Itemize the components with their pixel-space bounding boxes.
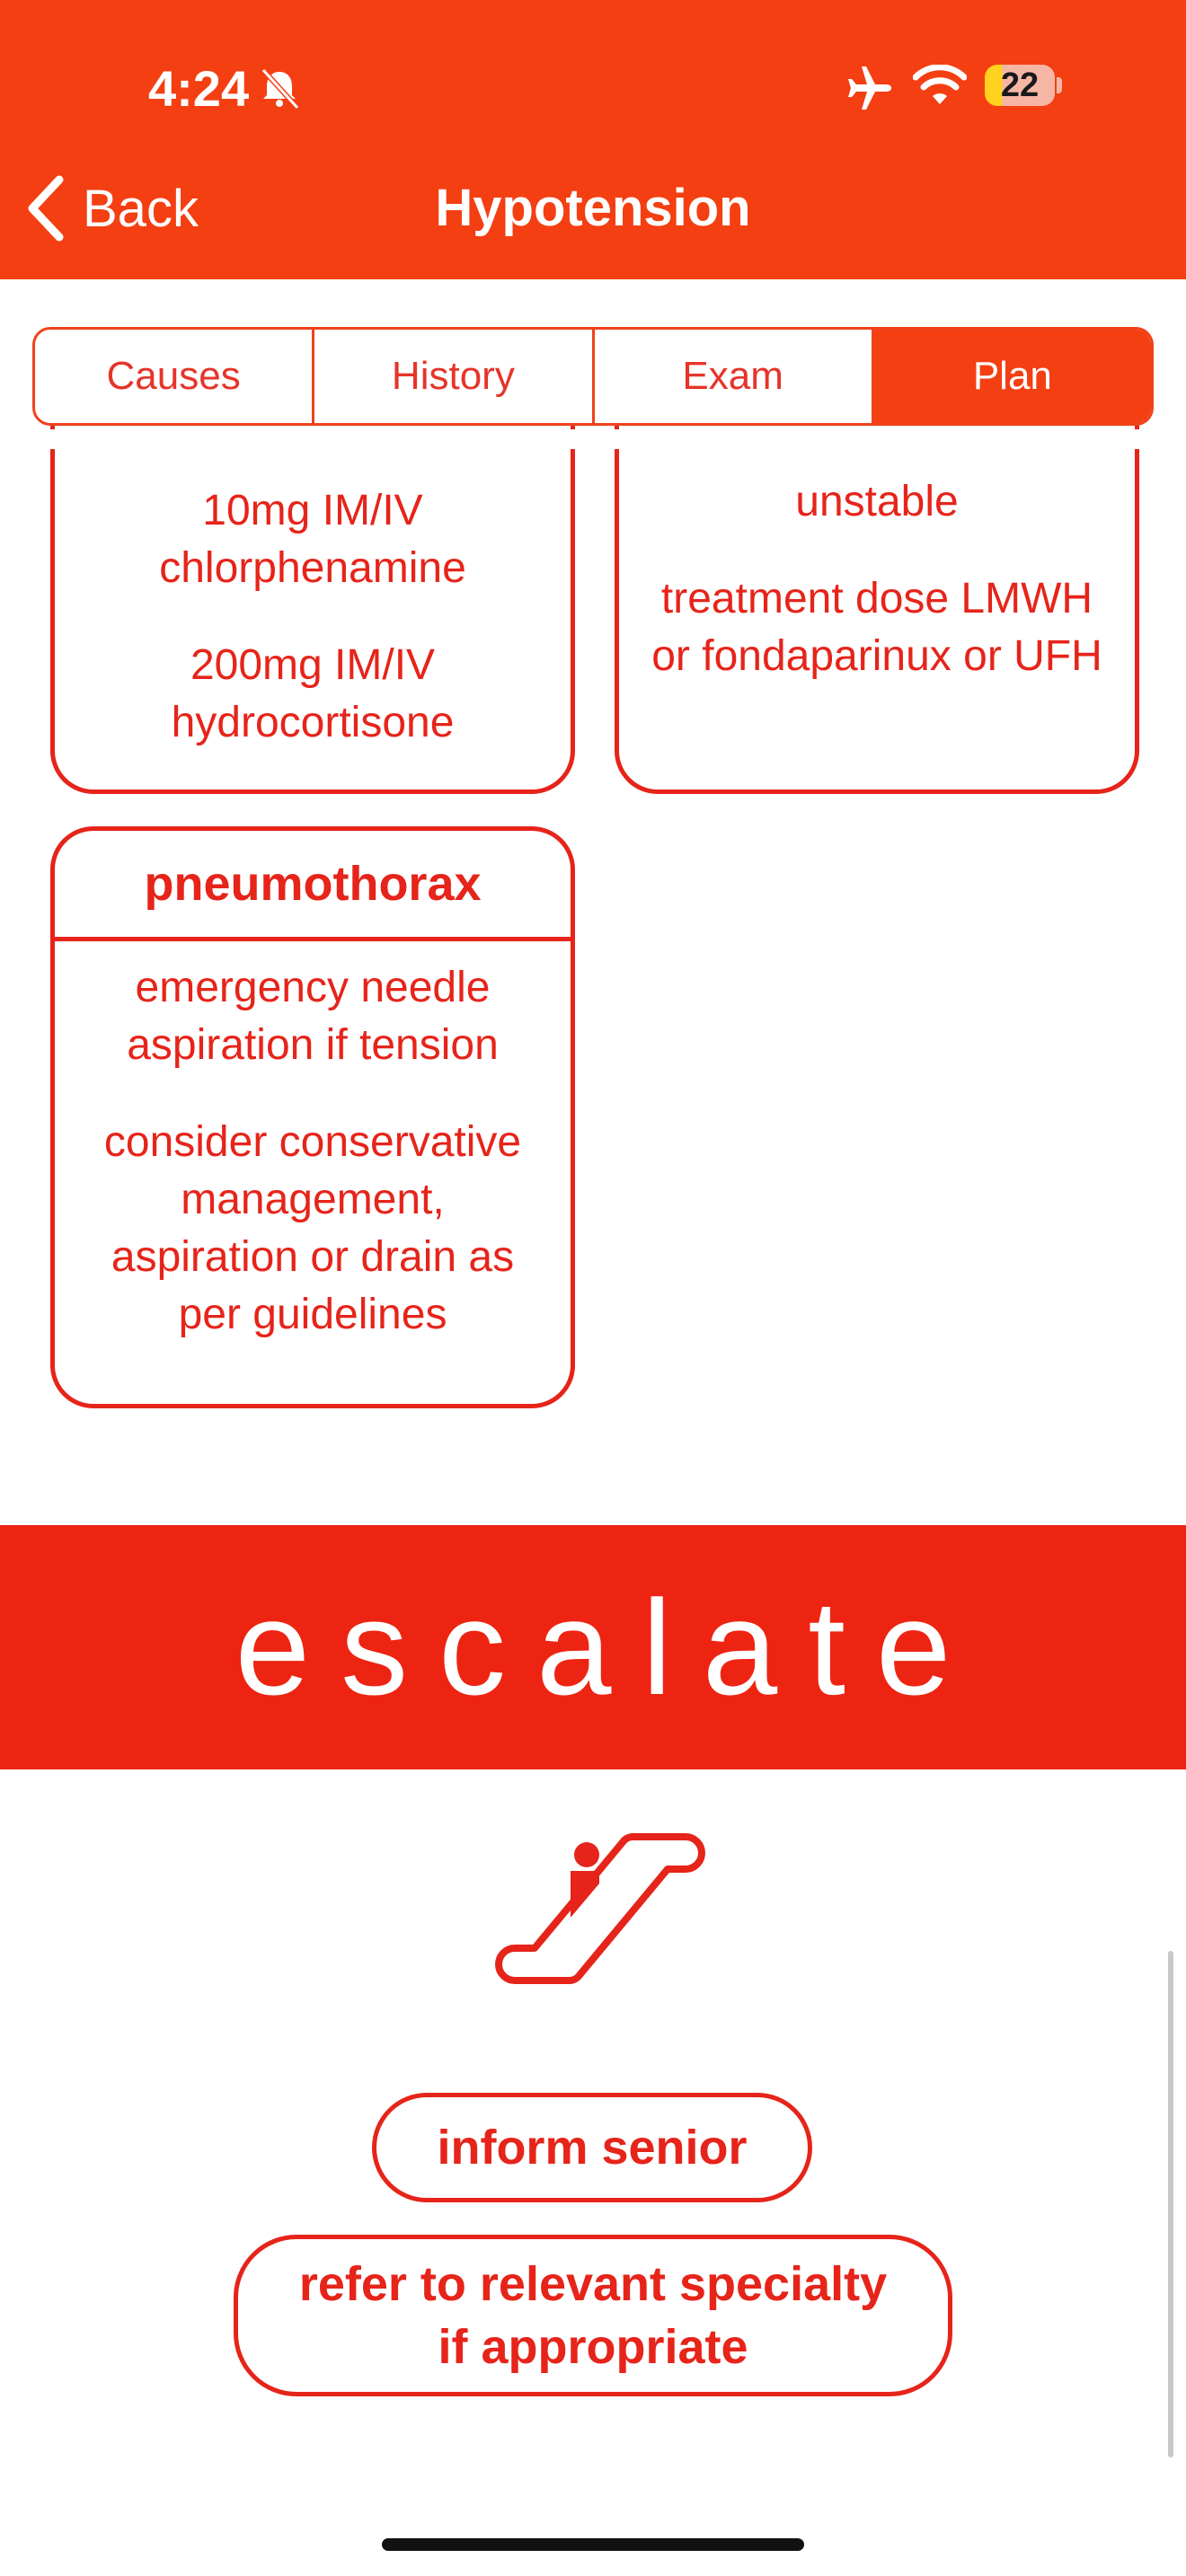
card-line: unstable bbox=[795, 478, 959, 525]
banner-text: escalate bbox=[235, 1571, 982, 1723]
escalator-icon bbox=[490, 1828, 705, 2013]
escalate-banner bbox=[0, 1525, 1186, 1769]
inform-senior-button[interactable] bbox=[372, 2093, 812, 2202]
scroll-clip bbox=[0, 429, 1186, 449]
tab-plan[interactable]: Plan bbox=[874, 330, 1151, 423]
silent-bell-icon bbox=[256, 65, 303, 111]
tab-bar bbox=[32, 327, 1154, 426]
top-bar bbox=[0, 0, 1186, 279]
wifi-icon bbox=[913, 65, 967, 108]
back-label: Back bbox=[83, 179, 199, 238]
page-title: Hypotension bbox=[435, 179, 751, 237]
scrollbar[interactable] bbox=[1168, 1951, 1173, 2457]
status-time: 4:24 bbox=[148, 60, 250, 117]
refer-specialty-button[interactable] bbox=[234, 2235, 952, 2396]
card-line: treatment dose LMWH or fondaparinux or UFH bbox=[651, 575, 1102, 680]
card-line: consider conservative management, aspiration or drain as per guidelines bbox=[103, 1118, 522, 1338]
home-indicator[interactable] bbox=[382, 2538, 804, 2551]
card-line: emergency needle aspiration if tension bbox=[127, 964, 499, 1069]
inform-senior-label: inform senior bbox=[437, 2121, 748, 2175]
card-pneumothorax bbox=[50, 826, 575, 1408]
refer-specialty-label: refer to relevant specialty if appropriate bbox=[298, 2257, 888, 2374]
battery-level: 22 bbox=[1000, 66, 1040, 104]
tab-causes[interactable]: Causes bbox=[35, 330, 314, 423]
battery-indicator bbox=[985, 65, 1064, 108]
card-title: pneumothorax bbox=[55, 831, 571, 941]
tab-exam[interactable]: Exam bbox=[595, 330, 874, 423]
card-line: 200mg IM/IV hydrocortisone bbox=[171, 641, 455, 746]
airplane-mode-icon bbox=[845, 63, 895, 113]
tab-history[interactable]: History bbox=[314, 330, 594, 423]
card-line: 10mg IM/IV chlorphenamine bbox=[159, 487, 466, 592]
